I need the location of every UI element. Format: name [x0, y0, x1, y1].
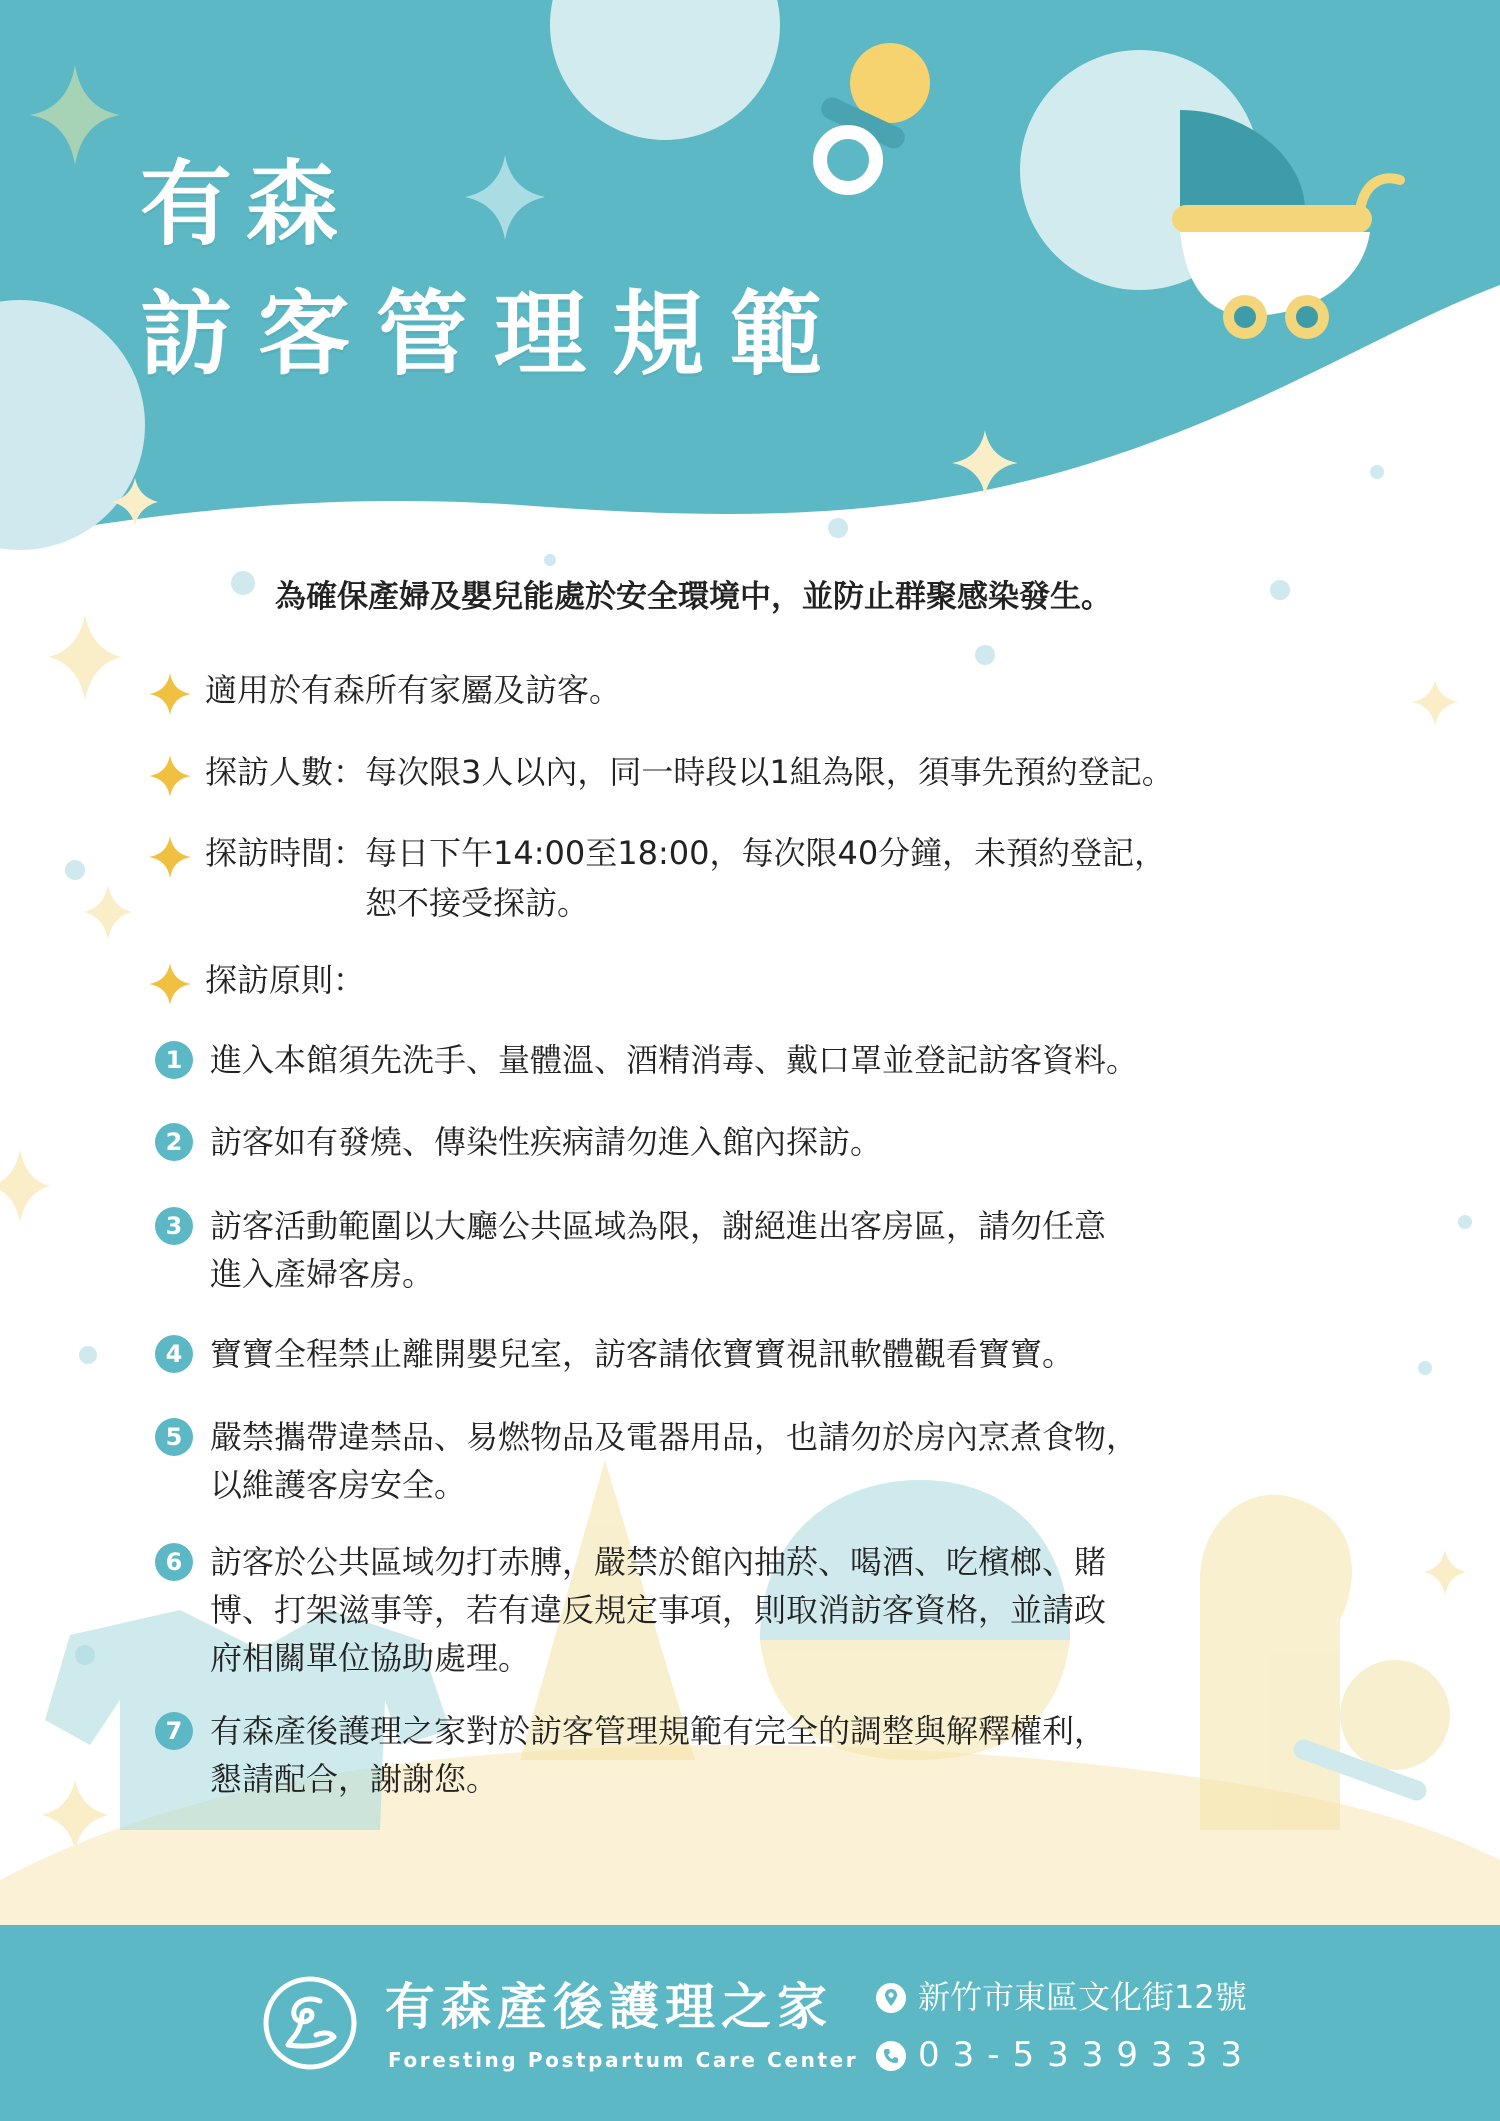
- number-badge: 5: [155, 1418, 193, 1456]
- number-badge: 1: [155, 1041, 193, 1079]
- principle-line: 訪客如有發燒、傳染性疾病請勿進入館內探訪。: [210, 1123, 883, 1161]
- intro-text: 為確保產婦及嬰兒能處於安全環境中，並防止群聚感染發生。: [275, 579, 1112, 615]
- sparkle-4: [84, 885, 132, 940]
- principle-item: [165, 1707, 1360, 1803]
- principle-line: 寶寶全程禁止離開嬰兒室，訪客請依寶寶視訊軟體觀看寶寶。: [210, 1335, 1075, 1373]
- address-text: 新竹市東區文化街12號: [918, 1978, 1247, 2016]
- principle-item: [165, 1118, 1360, 1166]
- principle-line: 進入產婦客房。: [210, 1255, 435, 1293]
- principle-line: 以維護客房安全。: [210, 1466, 467, 1504]
- phone-number: 03-5339333: [918, 2035, 1255, 2075]
- star-bullet-icon: [147, 753, 193, 799]
- org-name: 有森產後護理之家: [385, 1978, 833, 2036]
- principle-item: [165, 1538, 1360, 1682]
- principle-item: [165, 1413, 1360, 1509]
- rule-text-continuation: 恕不接受探訪。: [365, 884, 590, 922]
- sparkle-2: [48, 615, 122, 700]
- number-badge: 4: [155, 1335, 193, 1373]
- principle-item: [165, 1330, 1360, 1378]
- location-pin-icon: [875, 1982, 907, 2014]
- star-bullet-icon: [147, 961, 193, 1007]
- rule-text: 每次限3人以內，同一時段以1組為限，須事先預約登記。: [365, 753, 1174, 791]
- principle-line: 有森產後護理之家對於訪客管理規範有完全的調整與解釋權利，: [210, 1712, 1107, 1750]
- rule-item: [205, 828, 1355, 928]
- number-badge: 2: [155, 1123, 193, 1161]
- rule-item: [205, 747, 1355, 797]
- rule-label: 探訪人數：: [205, 753, 366, 791]
- principle-line: 訪客於公共區域勿打赤膊，嚴禁於館內抽菸、喝酒、吃檳榔、賭: [210, 1543, 1107, 1581]
- swan-logo-icon: [262, 1975, 358, 2071]
- rule-text: 適用於有森所有家屬及訪客。: [205, 671, 622, 709]
- page-title-line-1: 有森: [140, 151, 353, 258]
- rule-text: 每日下午14:00至18:00，每次限40分鐘，未預約登記，: [365, 834, 1167, 872]
- org-name-english: Foresting Postpartum Care Center: [388, 2048, 859, 2072]
- rule-text-block: [365, 828, 1166, 928]
- page-title-line-2: 訪客管理規範: [140, 281, 849, 388]
- footer: [0, 1925, 1500, 2121]
- rule-label: 探訪原則：: [205, 961, 366, 999]
- number-badge: 3: [155, 1207, 193, 1245]
- principle-line: 進入本館須先洗手、量體溫、酒精消毒、戴口罩並登記訪客資料。: [210, 1041, 1139, 1079]
- principle-line: 府相關單位協助處理。: [210, 1639, 531, 1677]
- principle-item: [165, 1036, 1360, 1084]
- sparkle-3: [1412, 680, 1458, 725]
- principle-line: 博、打架滋事等，若有違反規定事項，則取消訪客資格，並請政: [210, 1591, 1107, 1629]
- star-bullet-icon: [147, 834, 193, 880]
- phone-icon: [875, 2040, 907, 2072]
- number-badge: 6: [155, 1543, 193, 1581]
- rule-item: [205, 955, 1355, 1005]
- sparkle-6: [0, 1150, 50, 1222]
- sparkle-7: [1424, 1550, 1466, 1595]
- principle-line: 訪客活動範圍以大廳公共區域為限，謝絕進出客房區，請勿任意: [210, 1207, 1107, 1245]
- principle-line: 懇請配合，謝謝您。: [210, 1760, 499, 1798]
- number-badge: 7: [155, 1712, 193, 1750]
- principle-line: 嚴禁攜帶違禁品、易燃物品及電器用品，也請勿於房內烹煮食物，: [210, 1418, 1139, 1456]
- rule-item: [205, 665, 1355, 715]
- principle-item: [165, 1202, 1360, 1298]
- star-bullet-icon: [147, 671, 193, 717]
- rule-label: 探訪時間：: [205, 834, 366, 872]
